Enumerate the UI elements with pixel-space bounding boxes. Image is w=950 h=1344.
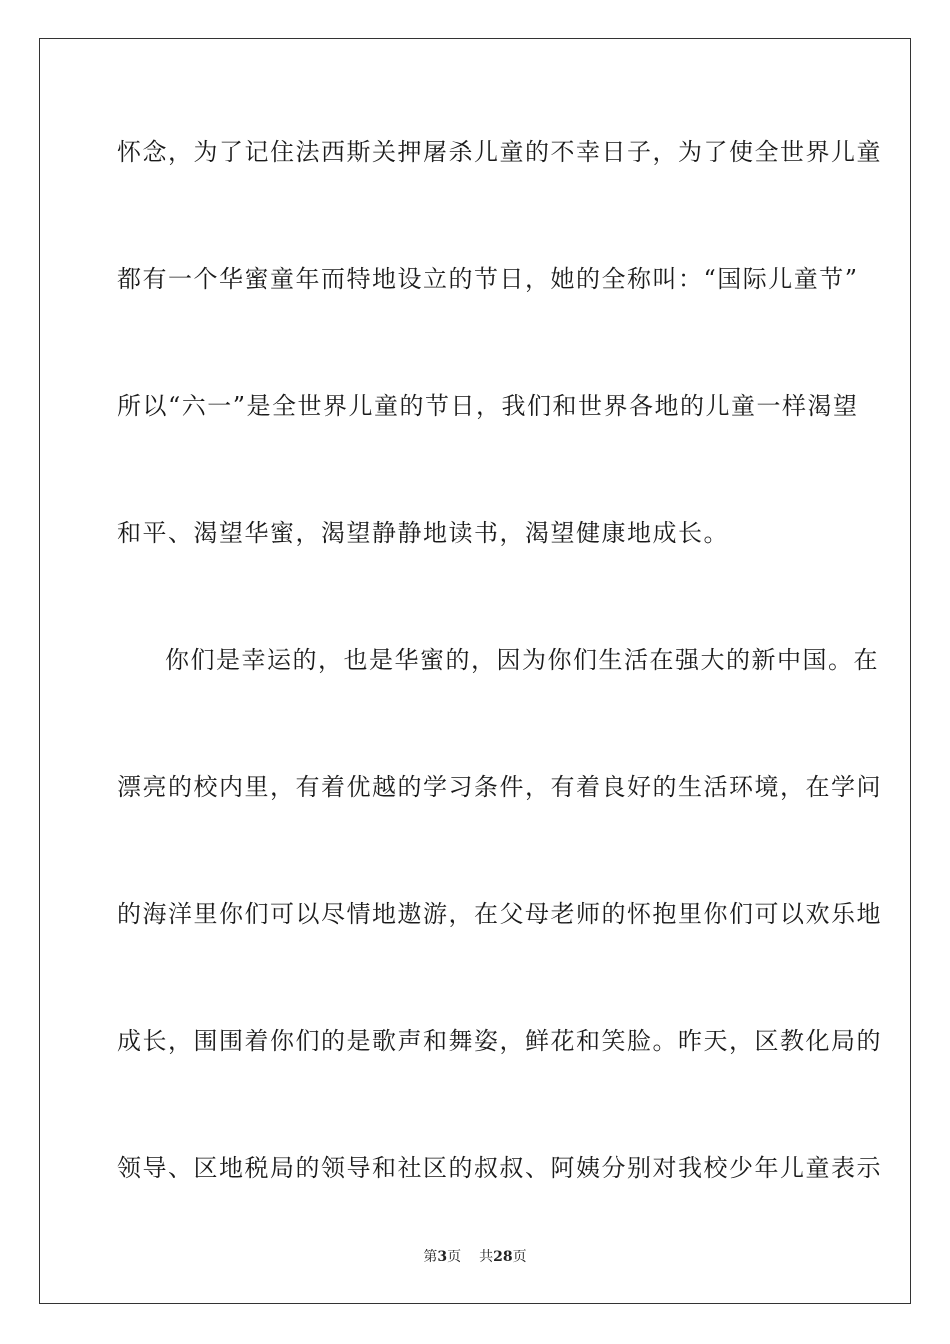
body-line-1: 怀念，为了记住法西斯关押屠杀儿童的不幸日子，为了使全世界儿童 [117, 138, 882, 166]
body-line-8: 成长，围围着你们的是歌声和舞姿，鲜花和笑脸。昨天，区教化局的 [117, 1027, 882, 1055]
body-line-5-paragraph-start: 你们是幸运的，也是华蜜的，因为你们生活在强大的新中国。在 [165, 646, 879, 674]
footer-page-number: 3 [437, 1249, 448, 1265]
body-line-3: 所以“六一”是全世界儿童的节日，我们和世界各地的儿童一样渴望 [117, 392, 859, 420]
footer-total-suffix: 页 [512, 1249, 527, 1265]
body-line-7: 的海洋里你们可以尽情地遨游，在父母老师的怀抱里你们可以欢乐地 [117, 900, 882, 928]
footer-page-suffix: 页 [447, 1249, 462, 1265]
body-line-2: 都有一个华蜜童年而特地设立的节日，她的全称叫：“国际儿童节” [117, 265, 859, 293]
page-footer [0, 1248, 950, 1266]
footer-page-prefix: 第 [423, 1249, 438, 1265]
body-line-9: 领导、区地税局的领导和社区的叔叔、阿姨分别对我校少年儿童表示 [117, 1154, 882, 1182]
footer-total-number: 28 [493, 1249, 513, 1265]
body-line-6: 漂亮的校内里，有着优越的学习条件，有着良好的生活环境，在学问 [117, 773, 882, 801]
footer-total-prefix: 共 [479, 1249, 494, 1265]
body-line-4: 和平、渴望华蜜，渴望静静地读书，渴望健康地成长。 [117, 519, 729, 547]
